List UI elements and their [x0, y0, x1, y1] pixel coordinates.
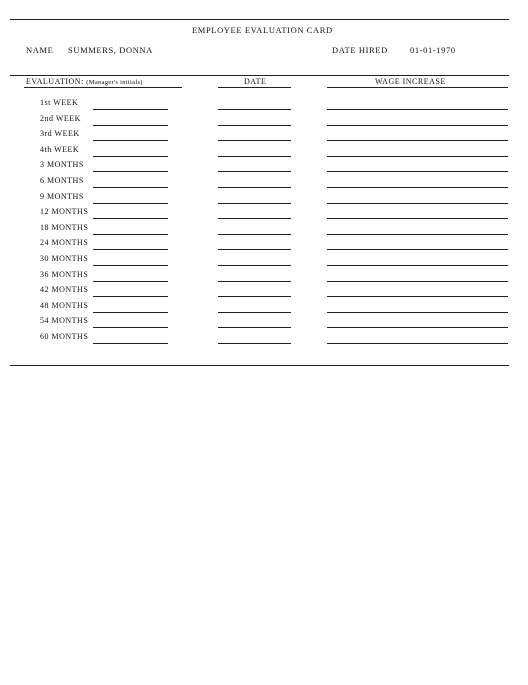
initials-blank[interactable]: [93, 249, 168, 250]
name-value: SUMMERS, DONNA: [68, 45, 153, 55]
top-rule: [10, 19, 509, 20]
date-blank[interactable]: [218, 281, 291, 282]
initials-blank[interactable]: [93, 296, 168, 297]
initials-blank[interactable]: [93, 327, 168, 328]
initials-blank[interactable]: [93, 109, 168, 110]
row-label: 36 MONTHS: [40, 269, 89, 279]
row-label: 2nd WEEK: [40, 113, 81, 123]
row-label: 6 MONTHS: [40, 176, 84, 185]
name-label: NAME: [26, 45, 54, 55]
date-header-underline: [218, 87, 291, 88]
date-blank[interactable]: [218, 156, 291, 157]
column-header-date: DATE: [244, 77, 267, 86]
evaluation-header-underline: [24, 87, 182, 88]
initials-blank[interactable]: [93, 265, 168, 266]
date-blank[interactable]: [218, 343, 291, 344]
row-label: 12 MONTHS: [40, 207, 89, 217]
date-blank[interactable]: [218, 265, 291, 266]
date-blank[interactable]: [218, 109, 291, 110]
row-label: 24 MONTHS: [40, 238, 89, 248]
date-blank[interactable]: [218, 327, 291, 328]
wage-increase-blank[interactable]: [327, 125, 508, 126]
date-blank[interactable]: [218, 171, 291, 172]
wage-increase-blank[interactable]: [327, 109, 508, 110]
date-blank[interactable]: [218, 312, 291, 313]
row-label: 3rd WEEK: [40, 129, 80, 139]
wage-increase-blank[interactable]: [327, 343, 508, 344]
date-blank[interactable]: [218, 203, 291, 204]
row-label: 1st WEEK: [40, 98, 79, 107]
row-label: 3 MONTHS: [40, 160, 84, 170]
date-hired-label: DATE HIRED: [332, 45, 388, 55]
date-blank[interactable]: [218, 218, 291, 219]
date-blank[interactable]: [218, 249, 291, 250]
row-label: 18 MONTHS: [40, 222, 89, 232]
wage-increase-blank[interactable]: [327, 171, 508, 172]
initials-blank[interactable]: [93, 218, 168, 219]
date-hired-value: 01-01-1970: [410, 45, 456, 55]
wage-increase-blank[interactable]: [327, 281, 508, 282]
wage-increase-blank[interactable]: [327, 296, 508, 297]
wage-increase-blank[interactable]: [327, 327, 508, 328]
wage-increase-blank[interactable]: [327, 156, 508, 157]
initials-blank[interactable]: [93, 281, 168, 282]
date-blank[interactable]: [218, 187, 291, 188]
wage-increase-blank[interactable]: [327, 140, 508, 141]
row-label: 9 MONTHS: [40, 191, 84, 201]
initials-blank[interactable]: [93, 125, 168, 126]
row-label: 60 MONTHS: [40, 332, 89, 341]
initials-blank[interactable]: [93, 171, 168, 172]
header-rule: [10, 75, 509, 76]
wage-increase-blank[interactable]: [327, 203, 508, 204]
date-blank[interactable]: [218, 234, 291, 235]
row-label: 42 MONTHS: [40, 285, 89, 295]
wage-increase-blank[interactable]: [327, 187, 508, 188]
initials-blank[interactable]: [93, 187, 168, 188]
bottom-rule: [10, 365, 509, 366]
card-title: EMPLOYEE EVALUATION CARD: [192, 25, 333, 35]
initials-blank[interactable]: [93, 312, 168, 313]
evaluation-label: EVALUATION:: [26, 77, 84, 86]
row-label: 30 MONTHS: [40, 254, 89, 263]
wage-increase-blank[interactable]: [327, 234, 508, 235]
wage-increase-blank[interactable]: [327, 249, 508, 250]
initials-blank[interactable]: [93, 234, 168, 235]
initials-blank[interactable]: [93, 203, 168, 204]
date-blank[interactable]: [218, 296, 291, 297]
wage-increase-blank[interactable]: [327, 218, 508, 219]
date-blank[interactable]: [218, 140, 291, 141]
row-label: 48 MONTHS: [40, 300, 89, 310]
date-blank[interactable]: [218, 125, 291, 126]
initials-blank[interactable]: [93, 156, 168, 157]
initials-blank[interactable]: [93, 140, 168, 141]
column-header-wage-increase: WAGE INCREASE: [375, 77, 446, 86]
wage-increase-blank[interactable]: [327, 312, 508, 313]
row-label: 4th WEEK: [40, 144, 80, 154]
initials-blank[interactable]: [93, 343, 168, 344]
wage-header-underline: [327, 87, 508, 88]
evaluation-note: (Manager's initials): [86, 79, 143, 86]
wage-increase-blank[interactable]: [327, 265, 508, 266]
row-label: 54 MONTHS: [40, 316, 89, 326]
